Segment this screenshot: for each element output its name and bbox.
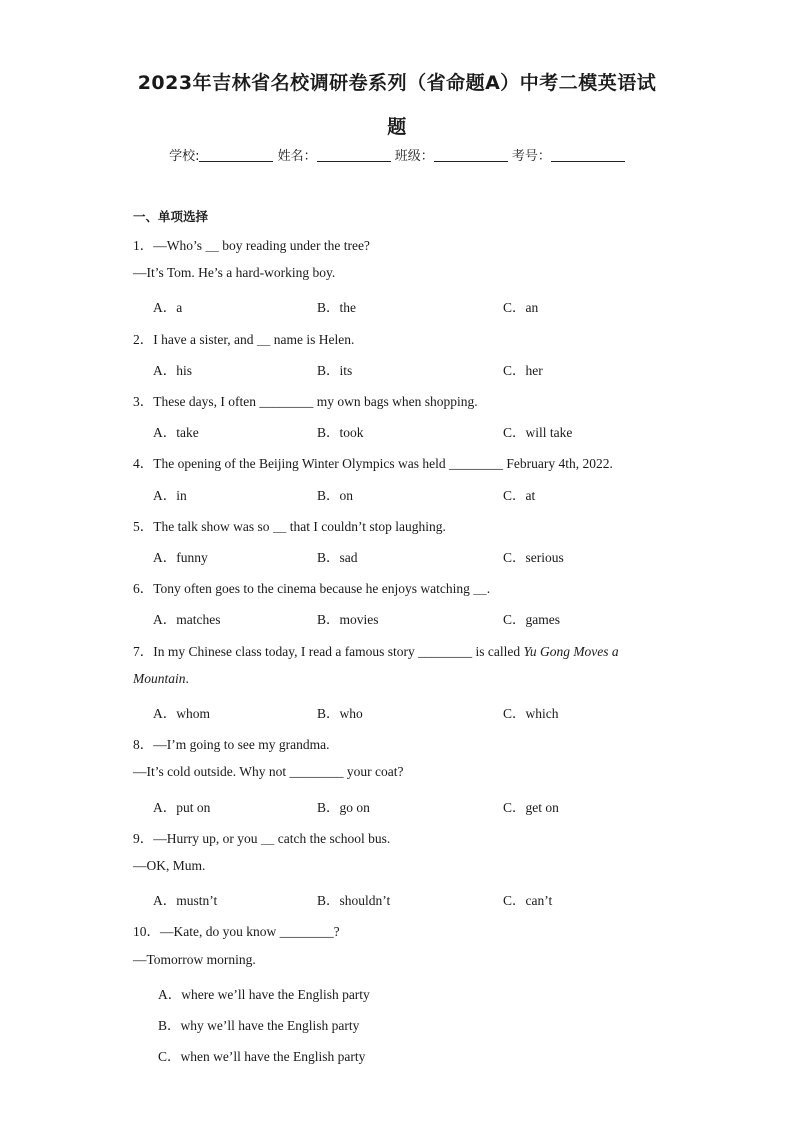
option-a[interactable]: A．take xyxy=(153,425,199,440)
option-c[interactable]: C．when we’ll have the English party xyxy=(158,1049,366,1064)
class-blank[interactable] xyxy=(434,148,508,162)
school-blank[interactable] xyxy=(199,148,273,162)
option-a[interactable]: A．where we’ll have the English party xyxy=(158,987,370,1002)
question-number: 7． xyxy=(133,644,154,659)
story-title: Yu Gong Moves a xyxy=(523,644,619,659)
question-2 xyxy=(133,328,354,348)
option-b[interactable]: B．who xyxy=(317,706,363,721)
question-number: 4． xyxy=(133,456,154,471)
question-number: 1． xyxy=(133,238,154,253)
question-9 xyxy=(133,827,390,847)
question-1-reply: —It’s Tom. He’s a hard-working boy. xyxy=(133,265,336,280)
exam-no-label: 考号： xyxy=(511,149,551,164)
section-title: 一、单项选择 xyxy=(133,209,209,224)
question-stem: —Who’s ＿ boy reading under the tree? xyxy=(153,238,370,253)
question-10 xyxy=(133,920,340,940)
exam-no-blank[interactable] xyxy=(551,148,625,162)
story-title-cont: Mountain xyxy=(133,671,186,686)
option-b[interactable]: B．took xyxy=(317,425,364,440)
option-b[interactable]: B．why we’ll have the English party xyxy=(158,1018,360,1033)
option-c[interactable]: C．can’t xyxy=(503,893,553,908)
question-9-reply: —OK, Mum. xyxy=(133,858,206,873)
question-number: 6． xyxy=(133,581,154,596)
option-b[interactable]: B．on xyxy=(317,488,354,503)
question-number: 10． xyxy=(133,924,160,939)
question-3 xyxy=(133,390,478,410)
option-a[interactable]: A．put on xyxy=(153,800,211,815)
option-a[interactable]: A．whom xyxy=(153,706,210,721)
option-c[interactable]: C．an xyxy=(503,300,539,315)
option-c[interactable]: C．get on xyxy=(503,800,559,815)
question-stem: —Kate, do you know ________? xyxy=(160,924,340,939)
option-c[interactable]: C．will take xyxy=(503,425,573,440)
question-stem: —Hurry up, or you ＿ catch the school bus. xyxy=(153,831,391,846)
question-stem: In my Chinese class today, I read a famous story ________ is called xyxy=(153,644,524,659)
student-info-row xyxy=(0,145,794,164)
option-b[interactable]: B．its xyxy=(317,363,353,378)
paper-title-line2: 题 xyxy=(387,116,407,138)
question-10-reply: —Tomorrow morning. xyxy=(133,952,256,967)
question-7-continued: Mountain. xyxy=(133,671,189,686)
option-b[interactable]: B．the xyxy=(317,300,356,315)
name-label: 姓名： xyxy=(277,149,317,164)
question-6 xyxy=(133,577,490,597)
question-8 xyxy=(133,733,329,753)
option-a[interactable]: A．matches xyxy=(153,612,221,627)
option-a[interactable]: A．in xyxy=(153,488,187,503)
paper-title-line1: 2023年吉林省名校调研卷系列（省命题A）中考二模英语试 xyxy=(137,72,657,94)
question-1 xyxy=(133,234,370,254)
option-c[interactable]: C．which xyxy=(503,706,559,721)
school-label: 学校: xyxy=(169,149,200,164)
option-b[interactable]: B．movies xyxy=(317,612,379,627)
question-stem: These days, I often ________ my own bags when shopping. xyxy=(153,394,478,409)
option-c[interactable]: C．games xyxy=(503,612,560,627)
question-stem: Tony often goes to the cinema because he enjoys watching ＿. xyxy=(153,581,491,596)
option-b[interactable]: B．go on xyxy=(317,800,370,815)
option-a[interactable]: A．his xyxy=(153,363,193,378)
question-5 xyxy=(133,515,446,535)
class-label: 班级： xyxy=(394,149,434,164)
question-4 xyxy=(133,452,613,472)
option-c[interactable]: C．her xyxy=(503,363,543,378)
option-b[interactable]: B．sad xyxy=(317,550,358,565)
option-a[interactable]: A．funny xyxy=(153,550,208,565)
question-number: 8． xyxy=(133,737,154,752)
question-number: 5． xyxy=(133,519,154,534)
option-c[interactable]: C．at xyxy=(503,488,536,503)
option-b[interactable]: B．shouldn’t xyxy=(317,893,391,908)
question-number: 2． xyxy=(133,332,154,347)
question-stem: I have a sister, and ＿ name is Helen. xyxy=(153,332,355,347)
question-stem: The talk show was so ＿ that I couldn’t stop laughing. xyxy=(153,519,446,534)
question-stem: The opening of the Beijing Winter Olympics was held ________ February 4th, 2022. xyxy=(153,456,613,471)
option-a[interactable]: A．a xyxy=(153,300,183,315)
name-blank[interactable] xyxy=(317,148,391,162)
question-stem: —I’m going to see my grandma. xyxy=(153,737,330,752)
option-c[interactable]: C．serious xyxy=(503,550,564,565)
question-7 xyxy=(133,640,619,660)
option-a[interactable]: A．mustn’t xyxy=(153,893,218,908)
question-8-reply: —It’s cold outside. Why not ________ your coat? xyxy=(133,764,404,779)
question-number: 9． xyxy=(133,831,154,846)
question-number: 3． xyxy=(133,394,154,409)
